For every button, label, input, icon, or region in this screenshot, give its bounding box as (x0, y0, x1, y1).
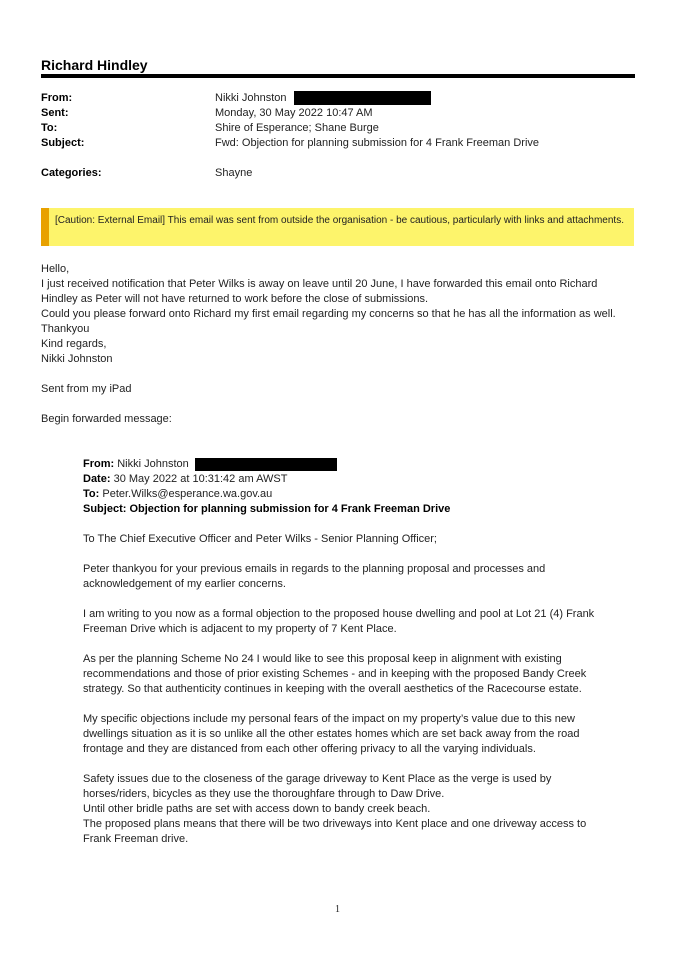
redaction-block (294, 91, 431, 105)
categories-value: Shayne (215, 167, 253, 179)
fw-paragraph-5c: The proposed plans means that there will be two driveways into Kent place and one driveway access to Frank Freeman drive. (83, 818, 587, 845)
sent-value: Monday, 30 May 2022 10:47 AM (215, 107, 373, 119)
fw-to-value: Peter.Wilks@esperance.wa.gov.au (102, 488, 273, 500)
thanks: Thankyou (41, 323, 90, 335)
fw-paragraph-3: As per the planning Scheme No 24 I would like to see this proposal keep in alignment with existing recommendations and those of prior existing Schemes - and in keeping with the proposed Bandy Creek strategy. So that authenticity continues in keeping with the overall aesthetics of the Racecourse estate. (83, 653, 587, 695)
to-value: Shire of Esperance; Shane Burge (215, 122, 379, 134)
categories-label: Categories: (41, 167, 102, 179)
external-email-caution-banner (41, 208, 634, 246)
fw-from-value: Nikki Johnston (117, 458, 189, 470)
fw-date-value: 30 May 2022 at 10:31:42 am AWST (113, 473, 288, 485)
from-name: Nikki Johnston (215, 91, 287, 104)
fw-date-label: Date: (83, 473, 111, 485)
begin-forwarded: Begin forwarded message: (41, 413, 172, 425)
subject-label: Subject: (41, 137, 85, 149)
fw-subject-label: Subject: (83, 503, 127, 515)
fw-subject-value: Objection for planning submission for 4 Frank Freeman Drive (129, 503, 451, 515)
fw-to-row (83, 487, 613, 502)
caution-accent-bar (41, 208, 49, 246)
forwarded-message (83, 457, 613, 847)
subject-value: Fwd: Objection for planning submission for 4 Frank Freeman Drive (215, 137, 540, 149)
fw-subject-row (83, 502, 613, 517)
fw-paragraph-5b: Until other bridle paths are set with access down to bandy creek beach. (83, 803, 431, 815)
fw-from-label: From: (83, 458, 115, 470)
body-line-2: Could you please forward onto Richard my first email regarding my concerns so that he has all the information as well. (41, 308, 616, 320)
from-value (215, 91, 431, 105)
fw-addressee: To The Chief Executive Officer and Peter Wilks - Senior Planning Officer; (83, 533, 437, 545)
fw-paragraph-4: My specific objections include my personal fears of the impact on my property’s value due to this new dwellings situation as it is so unlike all the other estates homes which are set back away from the road frontage and they are distanced from each other offering privacy to all the varying individuals. (83, 713, 580, 755)
sent-label: Sent: (41, 107, 69, 119)
signature-name: Nikki Johnston (41, 353, 113, 365)
regards: Kind regards, (41, 338, 107, 350)
redaction-block (195, 458, 337, 471)
body-line-1: I just received notification that Peter Wilks is away on leave until 20 June, I have forwarded this email onto Richard Hindley as Peter will not have returned to work before the close of submissions. (41, 278, 598, 305)
fw-paragraph-5a: Safety issues due to the closeness of the garage driveway to Kent Place as the verge is used by horses/riders, bicycles as they use the thoroughfare through to Daw Drive. (83, 773, 552, 800)
fw-from-row (83, 457, 613, 472)
mailbox-owner-name: Richard Hindley (41, 57, 148, 73)
fw-date-row (83, 472, 613, 487)
email-body (41, 262, 631, 427)
fw-paragraph-2: I am writing to you now as a formal objection to the proposed house dwelling and pool at Lot 21 (4) Frank Freeman Drive which is adjacent to my property of 7 Kent Place. (83, 608, 595, 635)
sent-from-device: Sent from my iPad (41, 383, 132, 395)
fw-paragraph-1: Peter thankyou for your previous emails in regards to the planning proposal and processes and acknowledgement of my earlier concerns. (83, 563, 546, 590)
caution-text: [Caution: External Email] This email was sent from outside the organisation - be cautious, particularly with links and attachments. (55, 215, 624, 226)
header-rule (41, 74, 635, 78)
from-label: From: (41, 92, 73, 104)
fw-to-label: To: (83, 488, 100, 500)
to-label: To: (41, 122, 58, 134)
page-number: 1 (335, 904, 340, 915)
greeting: Hello, (41, 263, 70, 275)
